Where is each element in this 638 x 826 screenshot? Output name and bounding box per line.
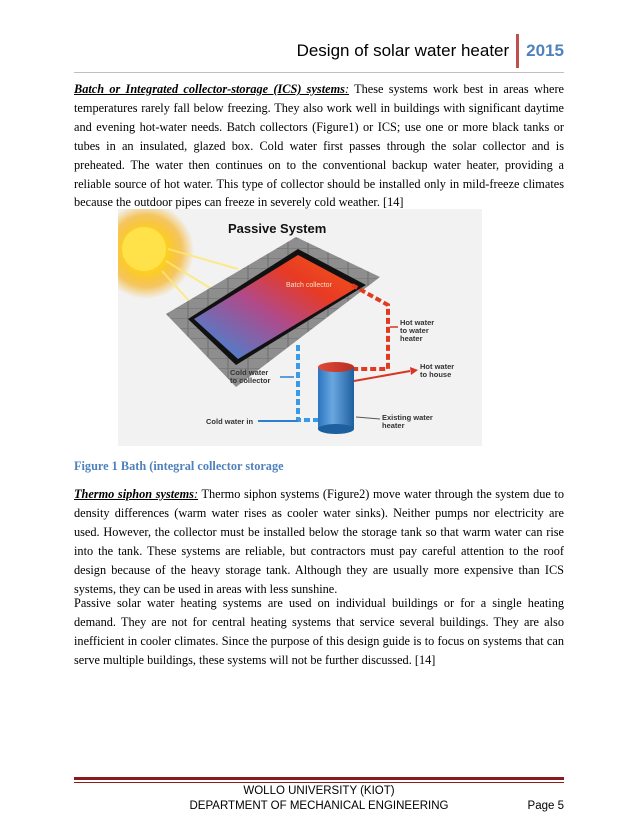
existing-heater-label-2: heater	[382, 421, 405, 430]
thermo-siphon-heading: Thermo siphon systems	[74, 487, 194, 501]
passive-system-figure	[118, 209, 482, 446]
batch-ics-text: These systems work best in areas where temperatures rarely fall below freezing. They also work well in buildings with significant daytime and evening hot-water needs. Batch collectors (Figure1) or ICS; use one or more black tanks or tubes in an insulated, glazed box. Cold water first passes through the solar collector and is preheated. The water then continues on to the conventional backup water heater, providing a reliable source of hot water. This type of collector should be installed only in mild-freeze climates because the outdoor pipes can freeze in severely cold weather. [14]	[74, 82, 564, 210]
header-separator	[516, 34, 519, 68]
hot-to-house-arrow	[354, 371, 410, 381]
hot-water-heater-label-3: heater	[400, 334, 423, 343]
cold-water-collector-label-2: to collector	[230, 376, 271, 385]
batch-collector-label: Batch collector	[286, 282, 332, 289]
header-year: 2015	[526, 41, 564, 60]
paragraph-passive-summary: Passive solar water heating systems are used on individual buildings or for a single heating demand. They are not for central heating systems that service several buildings. They are also inefficient in cooler climates. Since the purpose of this design guide is to focus on systems that can serve multiple buildings, these systems will not be further discussed. [14]	[74, 596, 564, 667]
header-rule	[74, 72, 564, 73]
footer-rule-thin	[74, 782, 564, 783]
footer-page-number: Page 5	[527, 800, 564, 812]
header-title: Design of solar water heater	[296, 41, 510, 60]
batch-ics-heading: Batch or Integrated collector-storage (ICS) systems	[74, 82, 345, 96]
thermo-siphon-text: Thermo siphon systems (Figure2) move water through the system due to density differences (warm water rises as cooler water sinks). Neither pumps nor electricity are used. However, the collector must be installed below the storage tank so that warm water can rise into the tank. These systems are reliable, but contractors must pay careful attention to the roof design because of the heavy storage tank. Although they are usually more expensive than ICS systems, they can be used in areas with less sunshine.	[74, 487, 564, 596]
footer-university: WOLLO UNIVERSITY (KIOT)	[243, 785, 395, 797]
page-header	[297, 36, 564, 66]
hot-water-house-label-2: to house	[420, 370, 452, 379]
footer-rule-thick	[74, 777, 564, 780]
batch-ics-colon: :	[344, 82, 350, 96]
hot-water-house-label-1: Hot water	[420, 362, 455, 371]
hot-water-heater-label-1: Hot water	[400, 318, 435, 327]
existing-heater-label-1: Existing water	[382, 413, 433, 422]
thermo-siphon-colon: :	[193, 487, 199, 501]
figure-caption: Figure 1 Bath (integral collector storage	[74, 459, 284, 473]
cold-water-in-label: Cold water in	[206, 417, 254, 426]
hot-water-heater-label-2: to water	[400, 326, 429, 335]
paragraph-thermo-siphon	[74, 485, 564, 598]
footer-department: DEPARTMENT OF MECHANICAL ENGINEERING	[189, 800, 449, 812]
hot-water-pipe	[352, 285, 388, 369]
paragraph-batch-ics	[74, 80, 564, 212]
diagram-title: Passive System	[228, 221, 327, 236]
cold-water-collector-label-1: Cold water	[230, 368, 269, 377]
storage-tank	[318, 362, 354, 434]
passive-system-diagram	[118, 209, 482, 446]
